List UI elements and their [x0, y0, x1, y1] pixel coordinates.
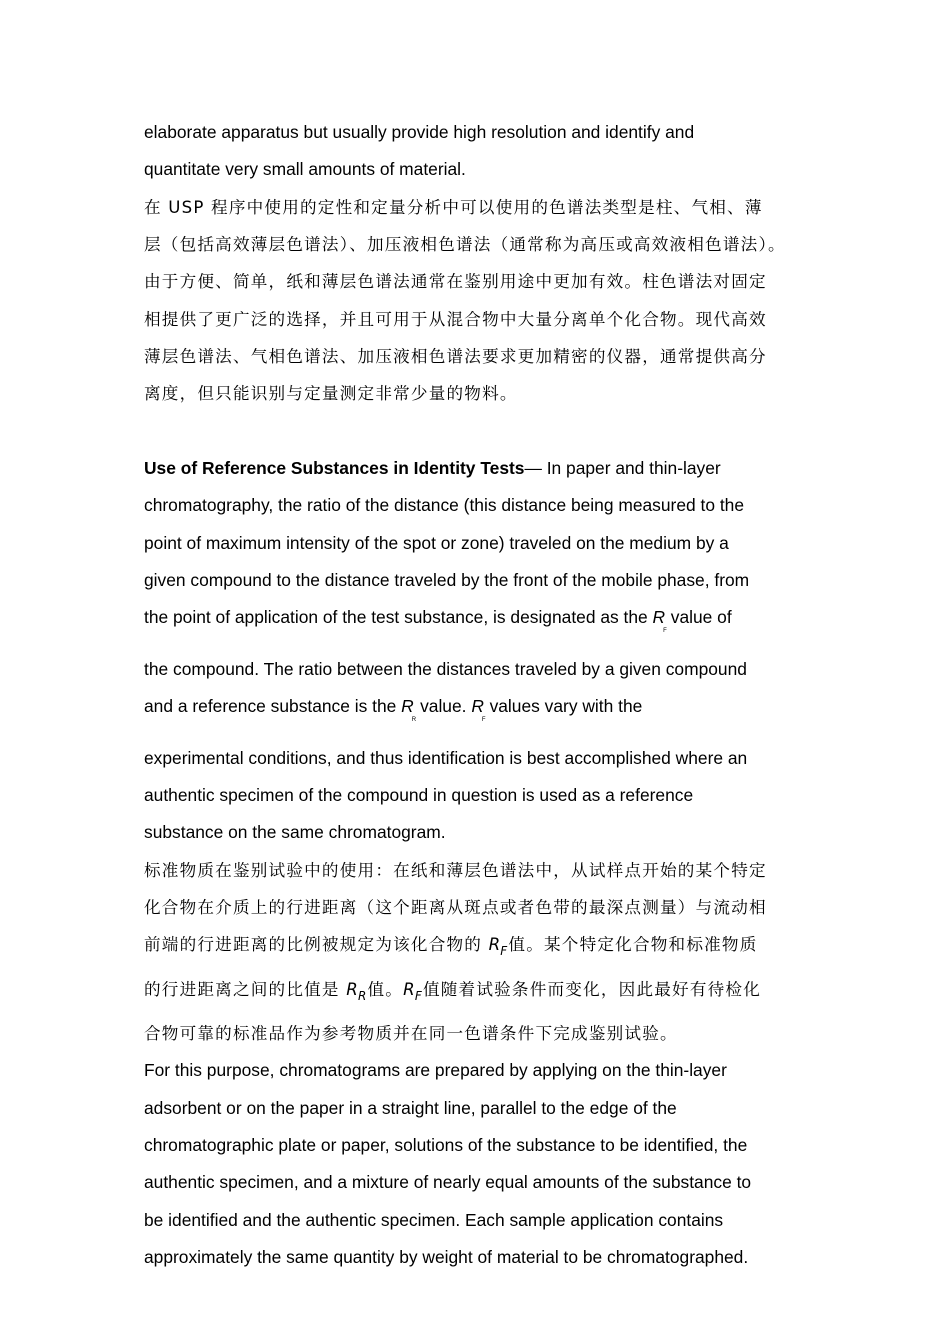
paragraph-line: For this purpose, chromatograms are prepared by applying on the thin-layer [144, 1060, 727, 1081]
paragraph-line: substance on the same chromatogram. [144, 822, 446, 843]
paragraph-line: adsorbent or on the paper in a straight line, parallel to the edge of the [144, 1097, 677, 1118]
rr-symbol: R [401, 696, 414, 717]
rf-symbol: R [471, 696, 484, 717]
paragraph-line-zh: 标准物质在鉴别试验中的使用：在纸和薄层色谱法中，从试样点开始的某个特定 [144, 860, 767, 880]
rf-subscript: F [481, 717, 486, 724]
paragraph-line-rf: the point of application of the test substance, is designated as the $R_Fvalue$ of [144, 607, 732, 635]
paragraph-line-zh: 在 USP 程序中使用的定性和定量分析中可以使用的色谱法类型是柱、气相、薄 [144, 197, 763, 217]
section-heading: Use of Reference Substances in Identity Tests [144, 458, 525, 479]
paragraph-line-zh: 相提供了更广泛的选择，并且可用于从混合物中大量分离单个化合物。现代高效 [144, 309, 767, 329]
rf-subscript: F [500, 944, 509, 959]
paragraph-line: elaborate apparatus but usually provide high resolution and identify and [144, 122, 695, 142]
paragraph-line-zh: 离度，但只能识别与定量测定非常少量的物料。 [144, 384, 518, 404]
paragraph-line: the compound. The ratio between the distances traveled by a given compound [144, 658, 747, 679]
paragraph-line: be identified and the authentic specimen. Each sample application contains [144, 1209, 724, 1230]
heading-tail: — In paper and thin-layer [524, 458, 721, 479]
paragraph-line: given compound to the distance traveled by the front of the mobile phase, from [144, 570, 750, 591]
paragraph-line-zh: 薄层色谱法、气相色谱法、加压液相色谱法要求更加精密的仪器，通常提供高分 [144, 347, 767, 367]
paragraph-line-zh: 合物可靠的标准品作为参考物质并在同一色谱条件下完成鉴别试验。 [144, 1023, 678, 1043]
paragraph-line: approximately the same quantity by weight of material to be chromatographed. [144, 1246, 749, 1267]
paragraph-line-rr: and a reference substance is the $R_Rvalue$. $R_Fvalues$ vary with the [144, 696, 643, 724]
paragraph-line: chromatography, the ratio of the distance (this distance being measured to the [144, 495, 745, 516]
rf-subscript: F [663, 628, 667, 635]
rr-subscript: R [357, 988, 368, 1003]
rf-symbol: R [403, 979, 416, 999]
text-column [144, 114, 812, 1276]
rf-subscript: F [414, 988, 423, 1003]
rf-symbol: R [488, 935, 502, 955]
section-heading-line [144, 450, 812, 487]
paragraph-line-zh: 化合物在介质上的行进距离（这个距离从斑点或者色带的最深点测量）与流动相 [144, 897, 767, 917]
paragraph-line: authentic specimen, and a mixture of nearly equal amounts of the substance to [144, 1172, 752, 1193]
paragraph-line: experimental conditions, and thus identification is best accomplished where an [144, 747, 748, 768]
paragraph-line-zh: 由于方便、简单，纸和薄层色谱法通常在鉴别用途中更加有效。柱色谱法对固定 [144, 272, 767, 292]
paragraph-line: point of maximum intensity of the spot or zone) traveled on the medium by a [144, 532, 729, 553]
paragraph-line: authentic specimen of the compound in question is used as a reference [144, 784, 694, 805]
rr-subscript: R [411, 717, 417, 724]
paragraph-line: chromatographic plate or paper, solutions of the substance to be identified, the [144, 1134, 748, 1155]
paragraph-line-zh-rr: 的行进距离之间的比值是 $R_R$值。$R_F$值随着试验条件而变化，因此最好有待检化 [144, 979, 762, 1003]
paragraph-line: quantitate very small amounts of material. [144, 159, 466, 180]
rr-symbol: R [346, 979, 359, 999]
paragraph-line-zh-rf: 前端的行进距离的比例被规定为该化合物的 $R_F$值。某个特定化合物和标准物质 [144, 935, 758, 959]
paragraph-line-zh: 层（包括高效薄层色谱法）、加压液相色谱法（通常称为高压或高效液相色谱法）。 [144, 235, 786, 255]
rf-symbol: R [652, 607, 666, 628]
paragraph-gap [144, 413, 812, 450]
